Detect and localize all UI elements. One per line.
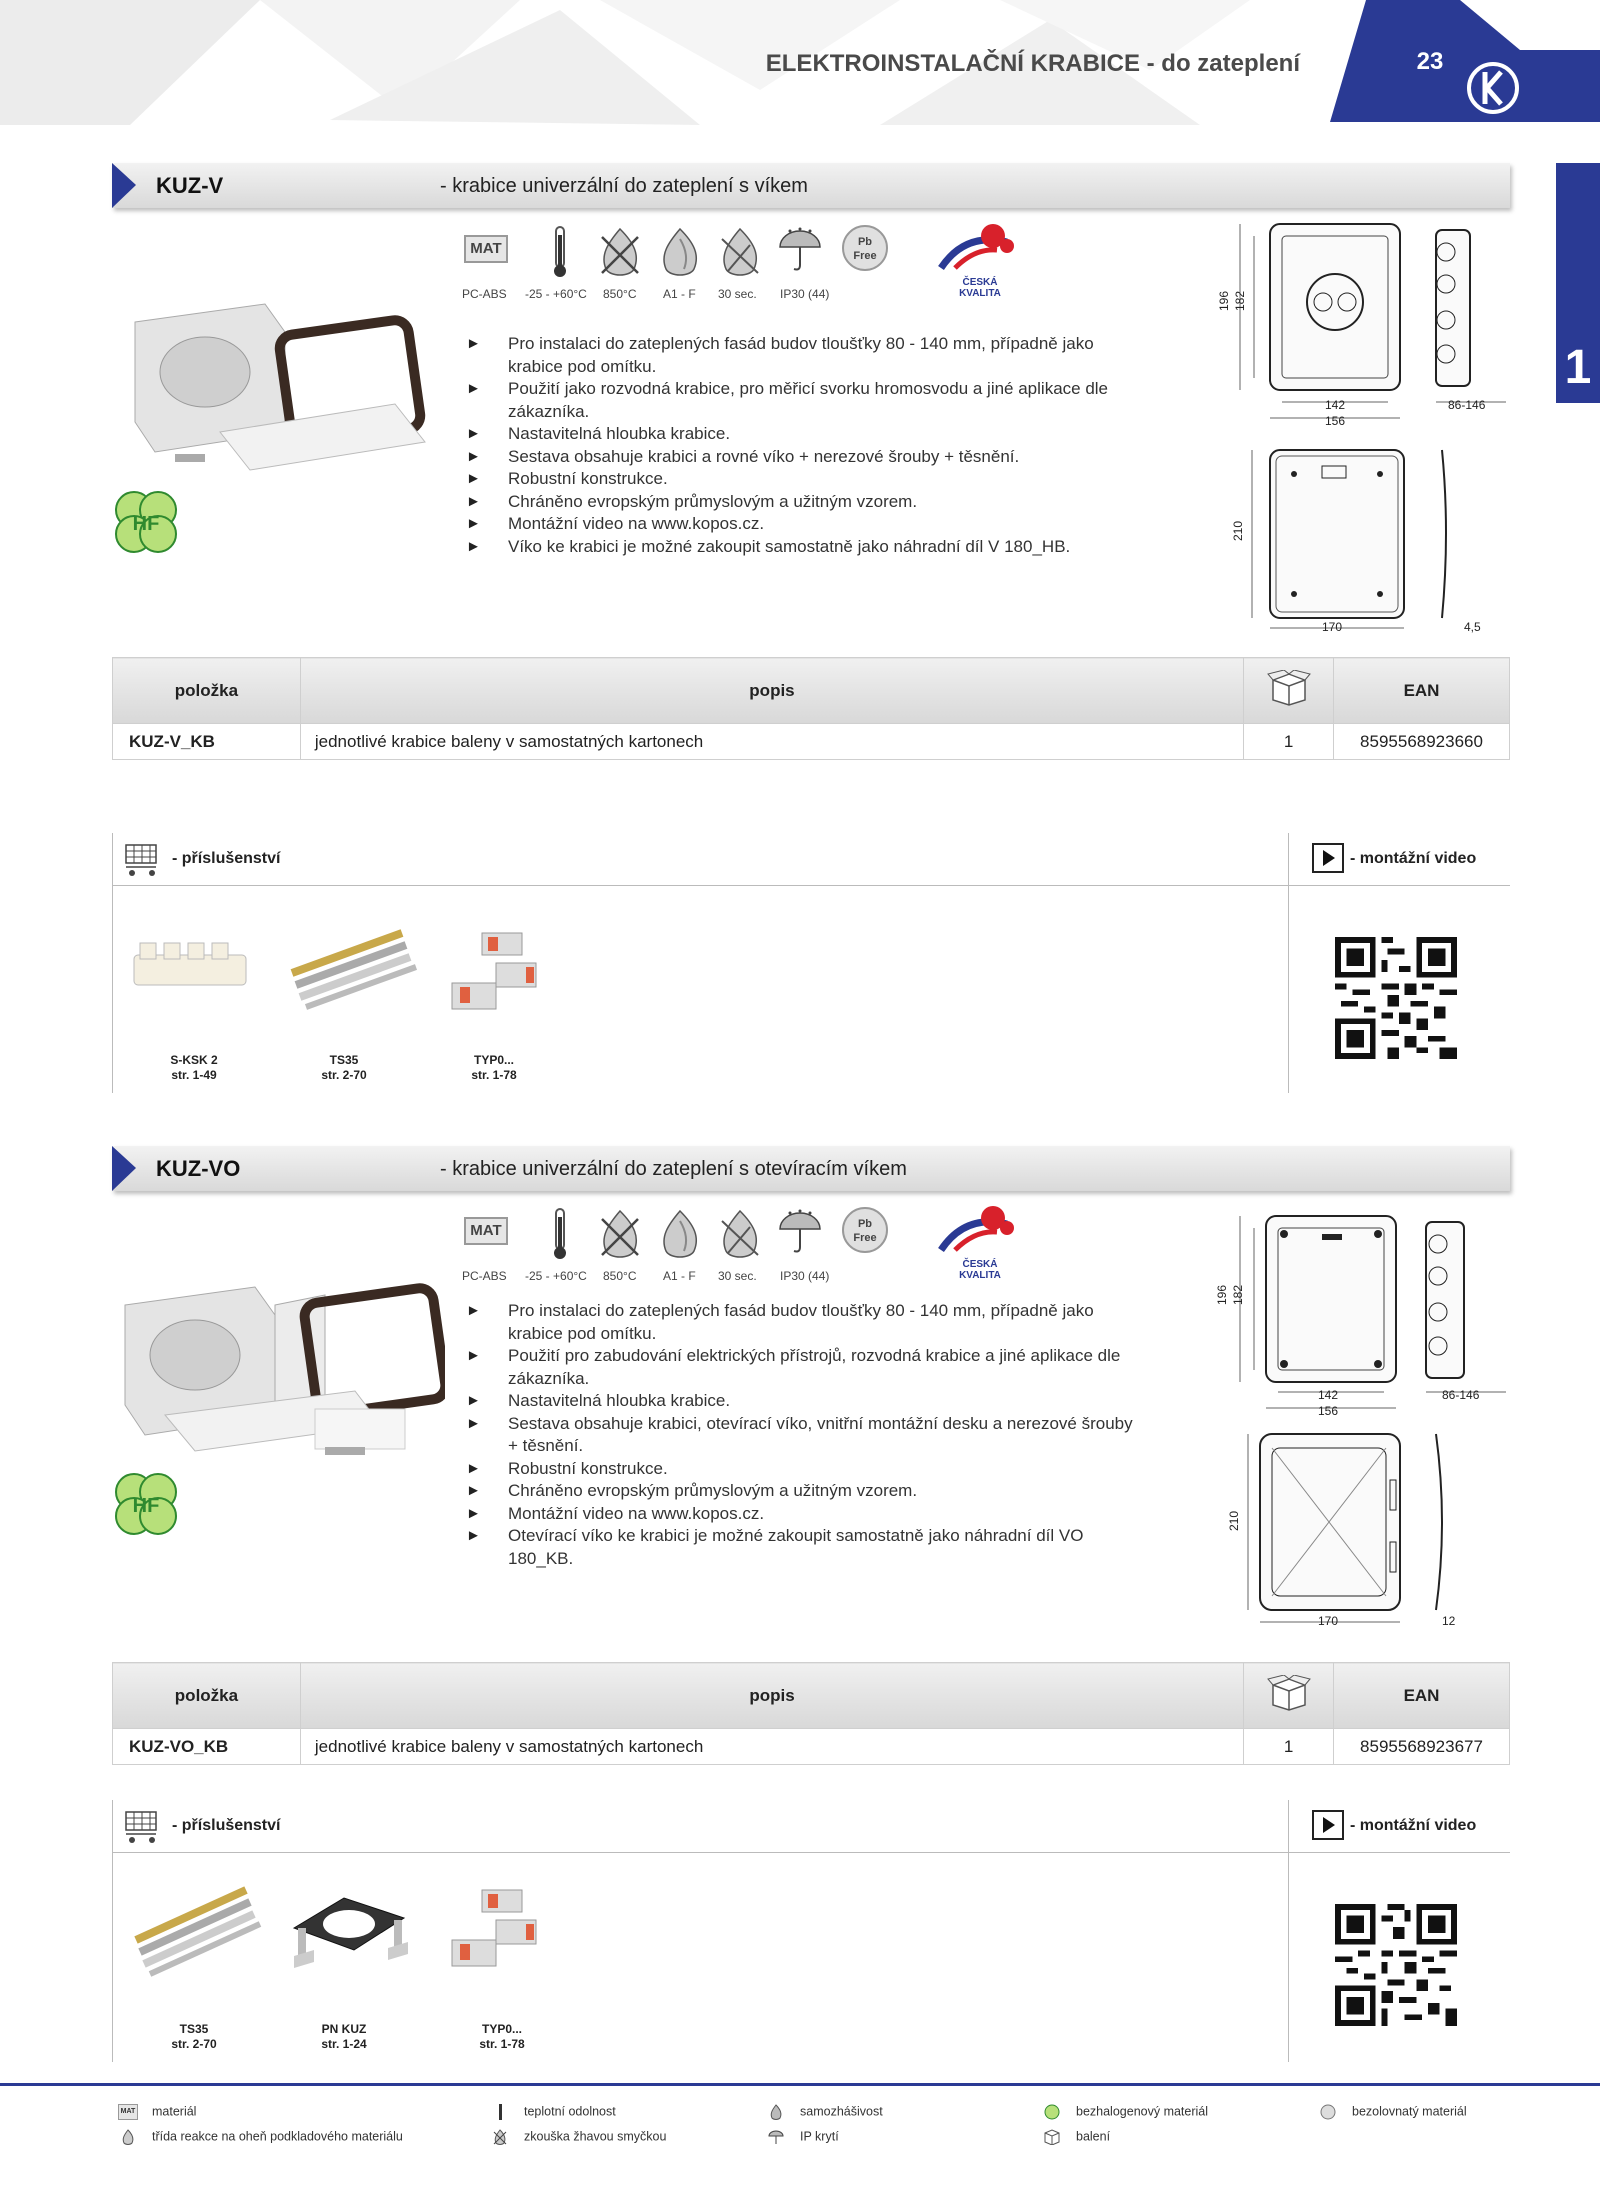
accessories-title: - příslušenství	[172, 1817, 281, 1834]
drawing-lines	[1210, 222, 1510, 642]
material-label: PC-ABS	[462, 287, 507, 301]
hf-icon	[112, 488, 180, 556]
chapter-number: 1	[1564, 341, 1592, 394]
legend-item: IP krytí	[766, 2129, 839, 2145]
column-header-ean: EAN	[1334, 1663, 1510, 1729]
legend-item: MAT materiál	[118, 2104, 196, 2120]
page-header-title: ELEKTROINSTALAČNÍ KRABICE - do zateplení	[765, 50, 1300, 77]
czech-quality-icon	[935, 222, 1025, 272]
pbfree-icon: Pb Free	[842, 1207, 902, 1261]
product-description: - krabice univerzální do zateplení s víkem	[440, 175, 808, 197]
legend-item: bezhalogenový materiál	[1042, 2104, 1208, 2120]
accessory-image-pn-kuz	[284, 1878, 414, 1978]
accessory-image-typ0	[432, 923, 572, 1023]
item-ean: 8595568923677	[1334, 1729, 1510, 1765]
thermometer-icon	[530, 225, 590, 279]
accessory-item[interactable]: TYP0... str. 1-78	[479, 2022, 525, 2051]
list-item: ► Pro instalaci do zateplených fasád budov tloušťky 80 - 140 mm, případně jako krabice pod omítku.	[466, 333, 1146, 378]
svg-text:HF: HF	[132, 1495, 160, 1517]
play-icon[interactable]	[1312, 843, 1344, 873]
item-code: KUZ-VO_KB	[113, 1729, 301, 1765]
list-item: ► Použití pro zabudování elektrických přístrojů, rozvodná krabice a jiné aplikace dle zákazníka.	[466, 1345, 1146, 1390]
item-quantity: 1	[1244, 1729, 1334, 1765]
item-code: KUZ-V_KB	[113, 724, 301, 760]
video-title: - montážní video	[1350, 1817, 1477, 1834]
mat-icon: MAT	[118, 2104, 138, 2120]
technical-drawing	[1210, 222, 1510, 642]
accessories-title: - příslušenství	[172, 850, 281, 867]
accessory-item[interactable]: S-KSK 2 str. 1-49	[170, 1053, 218, 1082]
ip-label: IP30 (44)	[780, 1269, 830, 1283]
accessory-item[interactable]: TS35 str. 2-70	[171, 2022, 217, 2051]
column-header-package	[1244, 658, 1334, 724]
feature-list	[466, 1300, 1146, 1570]
accessory-image-ts35	[126, 1880, 266, 1980]
fire-class-label: A1 - F	[663, 287, 696, 301]
section-header-kuz-vo	[112, 1146, 1510, 1191]
legend-item: balení	[1042, 2129, 1110, 2145]
thermometer-icon	[490, 2104, 510, 2120]
dim-label: 196	[1215, 1284, 1230, 1306]
dim-label: 182	[1233, 290, 1248, 312]
dim-label: 196	[1217, 290, 1232, 312]
self-extinguish-label: 30 sec.	[718, 287, 757, 301]
list-item: ► Otevírací víko ke krabici je možné zakoupit samostatně jako náhradní díl VO 180_KB.	[466, 1525, 1146, 1570]
hf-icon	[112, 1470, 180, 1538]
product-description: - krabice univerzální do zateplení s otevíracím víkem	[440, 1158, 907, 1180]
footer-divider	[0, 2083, 1600, 2086]
ip-label: IP30 (44)	[780, 287, 830, 301]
accessory-image-ts35	[282, 923, 422, 1013]
column-header-description: popis	[300, 658, 1243, 724]
product-code: KUZ-VO	[156, 1156, 241, 1181]
list-item: ► Víko ke krabici je možné zakoupit samostatně jako náhradní díl V 180_HB.	[466, 536, 1146, 559]
dim-label: 170	[1322, 620, 1343, 634]
box-icon	[1267, 1675, 1311, 1711]
glow-wire-label: 850°C	[603, 1269, 637, 1283]
pbfree-icon: Pb Free	[842, 225, 902, 279]
self-extinguish-label: 30 sec.	[718, 1269, 757, 1283]
section-arrow-icon	[112, 1146, 136, 1191]
dim-label: 156	[1325, 414, 1346, 428]
legend-item: teplotní odolnost	[490, 2104, 616, 2120]
material-label: PC-ABS	[462, 1269, 507, 1283]
column-header-description: popis	[300, 1663, 1243, 1729]
item-quantity: 1	[1244, 724, 1334, 760]
flame-icon	[710, 225, 770, 279]
dim-label: 86-146	[1442, 1388, 1480, 1402]
table-row	[113, 1729, 1510, 1765]
dim-label: 86-146	[1448, 398, 1486, 412]
czech-quality-icon	[935, 1204, 1025, 1254]
legend-item: třída reakce na oheň podkladového materiálu	[118, 2129, 403, 2145]
section-header-kuz-v	[112, 163, 1510, 208]
table-row	[113, 724, 1510, 760]
item-ean: 8595568923660	[1334, 724, 1510, 760]
flame-icon	[710, 1207, 770, 1261]
svg-text:HF: HF	[132, 513, 160, 535]
product-table	[112, 657, 1510, 760]
product-image-kuz-v	[125, 292, 435, 472]
fire-class-icon	[650, 1207, 710, 1261]
accessories-panel	[112, 833, 1510, 1093]
dim-label: 4,5	[1464, 620, 1481, 634]
glow-wire-icon	[490, 2129, 510, 2145]
box-icon	[1042, 2129, 1062, 2145]
dim-label: 142	[1318, 1388, 1339, 1402]
technical-drawing	[1210, 1212, 1510, 1642]
fire-class-icon	[650, 225, 710, 279]
list-item: ► Pro instalaci do zateplených fasád budov tloušťky 80 - 140 mm, případně jako krabice pod omítku.	[466, 1300, 1146, 1345]
legend-item: bezolovnatý materiál	[1318, 2104, 1467, 2120]
column-header-item: položka	[113, 1663, 301, 1729]
play-icon[interactable]	[1312, 1810, 1344, 1840]
qr-code-icon[interactable]	[1335, 937, 1457, 1059]
item-description: jednotlivé krabice baleny v samostatných kartonech	[300, 1729, 1243, 1765]
dim-label: 142	[1325, 398, 1346, 412]
fire-class-icon	[118, 2129, 138, 2145]
section-arrow-icon	[112, 163, 136, 208]
list-item: ► Montážní video na www.kopos.cz.	[466, 1503, 1146, 1526]
mat-icon: MAT	[460, 1207, 520, 1261]
umbrella-icon	[770, 225, 830, 279]
page-number: 23	[1416, 48, 1444, 75]
drawing-lines	[1210, 1212, 1510, 1642]
temperature-label: -25 - +60°C	[525, 287, 587, 301]
pbfree-icon	[1318, 2104, 1338, 2120]
dim-label: 170	[1318, 1614, 1339, 1628]
legend-item: zkouška žhavou smyčkou	[490, 2129, 666, 2145]
glow-wire-icon	[590, 1207, 650, 1261]
accessory-item[interactable]: PN KUZ str. 1-24	[321, 2022, 367, 2051]
list-item: ► Chráněno evropským průmyslovým a užitným vzorem.	[466, 1480, 1146, 1503]
qr-code-icon[interactable]	[1335, 1904, 1457, 2026]
dim-label: 156	[1318, 1404, 1339, 1418]
dim-label: 210	[1227, 1510, 1242, 1532]
list-item: ► Chráněno evropským průmyslovým a užitným vzorem.	[466, 491, 1146, 514]
product-image-kuz-vo	[115, 1275, 445, 1465]
accessory-item[interactable]: TYP0... str. 1-78	[471, 1053, 517, 1082]
czech-quality-logo: ČESKÁ KVALITA	[935, 222, 1025, 298]
box-icon	[1267, 670, 1311, 706]
column-header-item: položka	[113, 658, 301, 724]
list-item: ► Použití jako rozvodná krabice, pro měřicí svorku hromosvodu a jiné aplikace dle zákazníka.	[466, 378, 1146, 423]
cart-icon	[122, 841, 162, 877]
product-code: KUZ-V	[156, 173, 224, 198]
dim-label: 12	[1442, 1614, 1456, 1628]
accessory-image-typ0	[432, 1880, 572, 1980]
dim-label: 182	[1231, 1284, 1246, 1306]
accessory-image-s-ksk-2	[126, 933, 256, 1003]
umbrella-icon	[770, 1207, 830, 1261]
list-item: ► Sestava obsahuje krabici, otevírací víko, vnitřní montážní desku a nerezové šrouby + těsnění.	[466, 1413, 1146, 1458]
list-item: ► Montážní video na www.kopos.cz.	[466, 513, 1146, 536]
list-item: ► Robustní konstrukce.	[466, 468, 1146, 491]
temperature-label: -25 - +60°C	[525, 1269, 587, 1283]
cart-icon	[122, 1808, 162, 1844]
product-table	[112, 1662, 1510, 1765]
list-item: ► Sestava obsahuje krabici a rovné víko + nerezové šrouby + těsnění.	[466, 446, 1146, 469]
item-description: jednotlivé krabice baleny v samostatných kartonech	[300, 724, 1243, 760]
accessory-item[interactable]: TS35 str. 2-70	[321, 1053, 367, 1082]
column-header-package	[1244, 1663, 1334, 1729]
dim-label: 210	[1231, 520, 1246, 542]
umbrella-icon	[766, 2129, 786, 2145]
hf-icon	[1042, 2104, 1062, 2120]
flame-icon	[766, 2104, 786, 2120]
mat-icon: MAT	[460, 225, 520, 279]
video-title: - montážní video	[1350, 850, 1477, 867]
column-header-ean: EAN	[1334, 658, 1510, 724]
list-item: ► Nastavitelná hloubka krabice.	[466, 423, 1146, 446]
czech-quality-logo: ČESKÁ KVALITA	[935, 1204, 1025, 1280]
thermometer-icon	[530, 1207, 590, 1261]
legend-item: samozhášivost	[766, 2104, 883, 2120]
list-item: ► Robustní konstrukce.	[466, 1458, 1146, 1481]
glow-wire-icon	[590, 225, 650, 279]
fire-class-label: A1 - F	[663, 1269, 696, 1283]
list-item: ► Nastavitelná hloubka krabice.	[466, 1390, 1146, 1413]
accessories-panel	[112, 1800, 1510, 2062]
feature-list	[466, 333, 1146, 558]
glow-wire-label: 850°C	[603, 287, 637, 301]
header-tab	[1330, 0, 1600, 122]
